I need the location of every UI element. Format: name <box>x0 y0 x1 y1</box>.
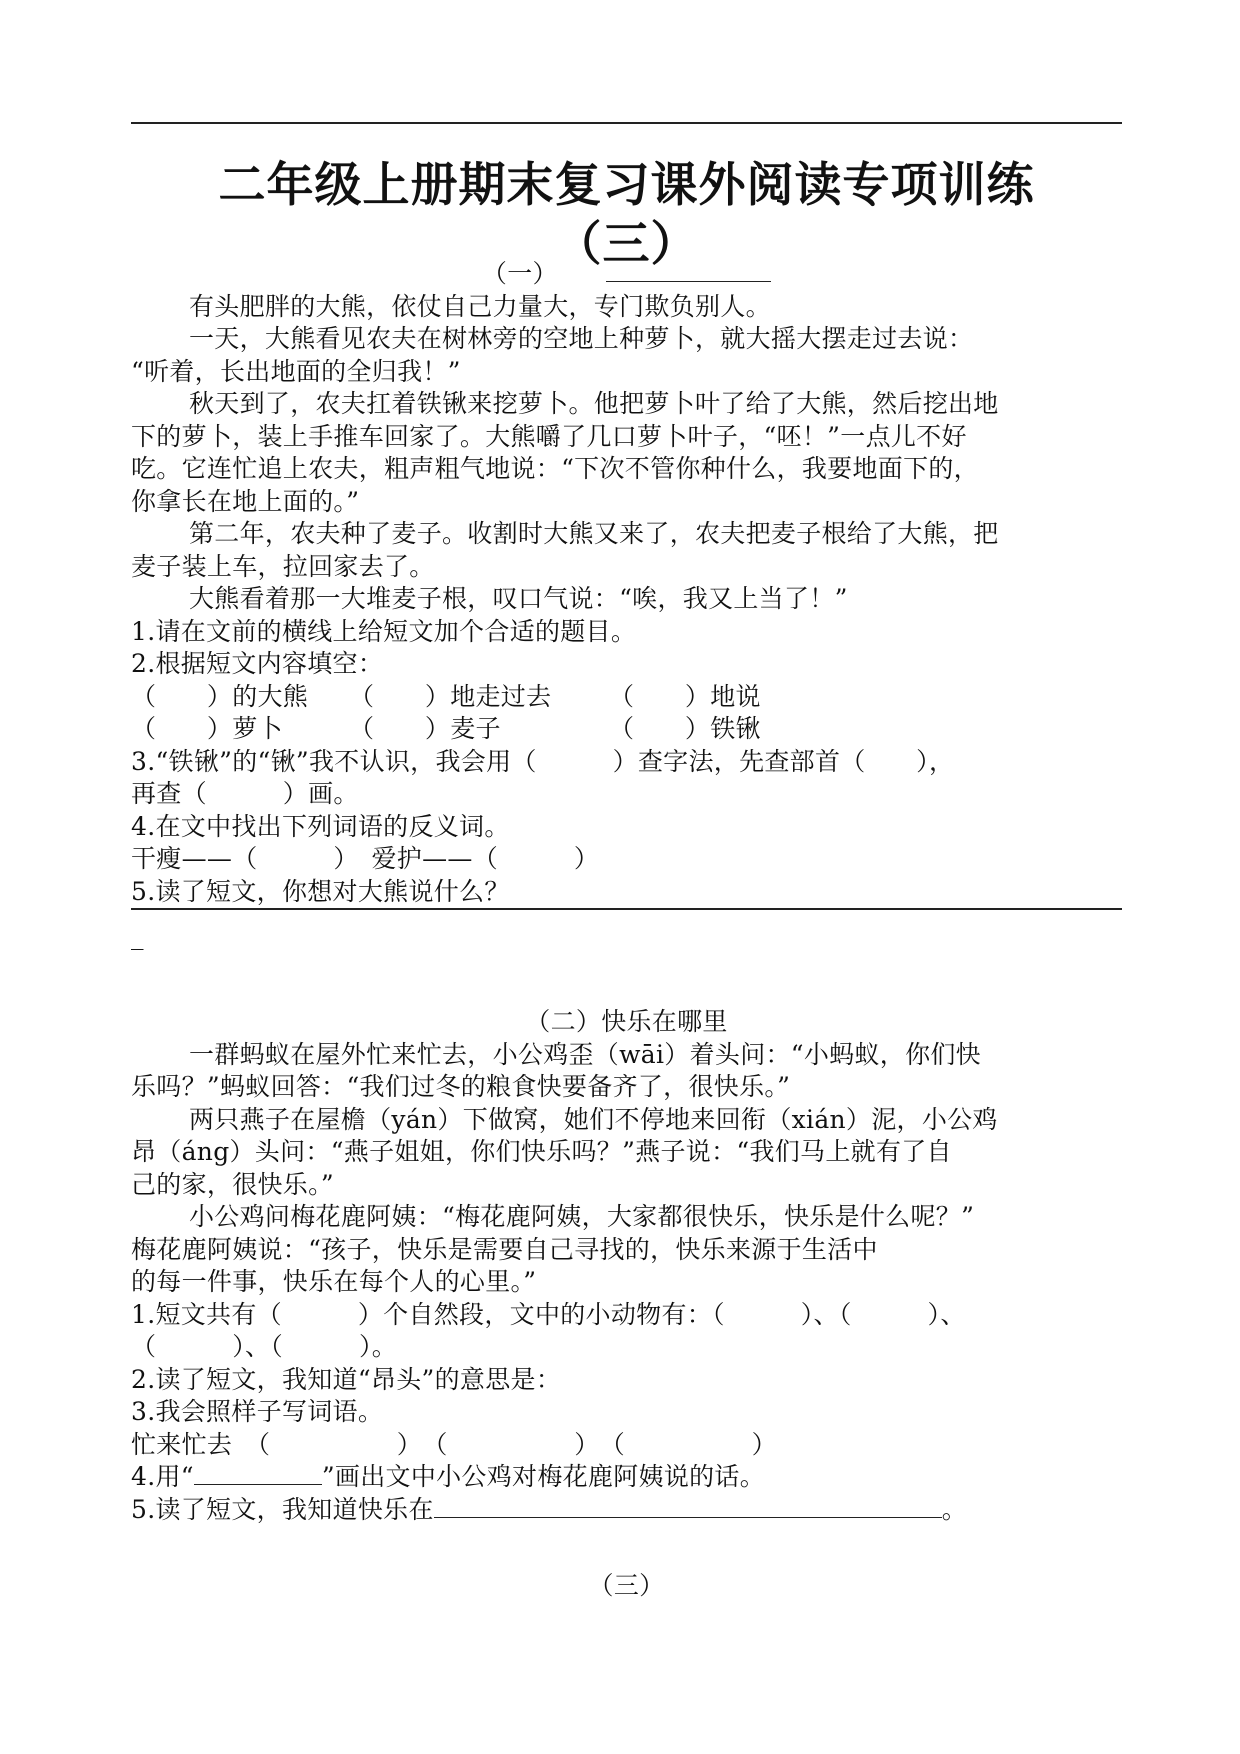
question-1: 1.请在文前的横线上给短文加个合适的题目。 <box>131 616 637 646</box>
question-5: 5.读了短文，我知道快乐在 。 <box>131 1494 968 1524</box>
question-2: 2.读了短文，我知道“昂头”的意思是： <box>131 1364 562 1394</box>
answer-line[interactable] <box>434 1495 942 1518</box>
passage-line: 昂（áng）头问：“燕子姐姐，你们快乐吗？”燕子说：“我们马上就有了自 <box>131 1137 952 1166</box>
passage-line: 第二年，农夫种了麦子。收割时大熊又来了，农夫把麦子根给了大熊，把 <box>189 519 999 548</box>
passage-line: 秋天到了，农夫扛着铁锹来挖萝卜。他把萝卜叶了给了大熊，然后挖出地 <box>189 389 999 418</box>
passage-line: 麦子装上车，拉回家去了。 <box>131 551 435 581</box>
page-title: 二年级上册期末复习课外阅读专项训练 <box>218 158 1035 213</box>
section-3-heading: （三） <box>588 1571 665 1600</box>
passage-line: 有头肥胖的大熊，依仗自己力量大，专门欺负别人。 <box>189 291 771 321</box>
section-2-heading: （二）快乐在哪里 <box>525 1007 728 1036</box>
passage-line: 一群蚂蚁在屋外忙来忙去，小公鸡歪（wāi）着头问：“小蚂蚁，你们快 <box>189 1039 981 1069</box>
reading-section-1 <box>131 258 1122 953</box>
title-answer-line[interactable] <box>606 259 771 282</box>
question-3: 3.“铁锹”的“锹”我不认识，我会用（ ）查字法，先查部首（ ）， <box>131 746 955 776</box>
passage-line: 梅花鹿阿姨说：“孩子，快乐是需要自己寻找的，快乐来源于生活中 <box>131 1234 878 1264</box>
fill-blank[interactable]: （ ）地说 <box>609 681 761 711</box>
reading-section-3 <box>131 1570 1122 1603</box>
passage-line: 你拿长在地上面的。” <box>131 486 360 516</box>
passage-line: 小公鸡问梅花鹿阿姨：“梅花鹿阿姨，大家都很快乐，快乐是什么呢？” <box>189 1202 975 1231</box>
question-2-row <box>131 681 1122 714</box>
passage-line: “听着，长出地面的全归我！” <box>131 356 461 386</box>
passage-line: 下的萝卜，装上手推车回家了。大熊嚼了几口萝卜叶子，“呸！”一点儿不好 <box>131 421 967 451</box>
passage-line: 己的家，很快乐。” <box>131 1169 334 1199</box>
passage-line: 的每一件事，快乐在每个人的心里。” <box>131 1267 537 1296</box>
page-title-number: （三） <box>554 217 699 272</box>
question-1: 1.短文共有（ ）个自然段，文中的小动物有：（ ）、（ ）、 <box>131 1299 966 1329</box>
question-3: 3.我会照样子写词语。 <box>131 1397 384 1426</box>
question-1-cont: （ ）、（ ）。 <box>131 1332 398 1361</box>
question-4: 4.在文中找出下列词语的反义词。 <box>131 811 510 841</box>
passage-line: 两只燕子在屋檐（yán）下做窝，她们不停地来回衔（xián）泥，小公鸡 <box>189 1104 998 1134</box>
passage-line: 大熊看着那一大堆麦子根，叹口气说：“唉，我又上当了！” <box>189 584 848 613</box>
underline-sample <box>194 1462 322 1485</box>
passage-line: 吃。它连忙追上农夫，粗声粗气地说：“下次不管你种什么，我要地面下的， <box>131 454 979 483</box>
fill-blank[interactable]: （ ）的大熊 <box>131 681 309 711</box>
top-rule <box>131 122 1122 124</box>
question-2-row <box>131 713 1122 746</box>
fill-blank[interactable]: （ ）萝卜 <box>131 714 283 743</box>
question-4: 4.用“ ”画出文中小公鸡对梅花鹿阿姨说的话。 <box>131 1462 766 1491</box>
passage-line: 乐吗？”蚂蚁回答：“我们过冬的粮食快要备齐了，很快乐。” <box>131 1072 791 1101</box>
fill-blank[interactable]: （ ）麦子 <box>349 714 501 743</box>
question-3-cont: 再查（ ）画。 <box>131 779 359 808</box>
fill-blank[interactable]: （ ）地走过去 <box>349 681 552 711</box>
question-2: 2.根据短文内容填空： <box>131 649 384 678</box>
question-5-tail: _ <box>131 921 144 950</box>
passage-line: 一天，大熊看见农夫在树林旁的空地上种萝卜，就大摇大摆走过去说： <box>189 324 974 353</box>
question-3-row: 忙来忙去 （ ） （ ） （ ） <box>131 1429 777 1459</box>
section-1-heading: （一） <box>131 258 1122 291</box>
question-4-row: 干瘦——（ ） 爱护——（ ） <box>131 844 600 873</box>
fill-blank[interactable]: （ ）铁锹 <box>609 714 761 743</box>
question-5[interactable]: 5.读了短文，你想对大熊说什么？ <box>131 876 1122 911</box>
reading-section-2 <box>131 1006 1122 1526</box>
